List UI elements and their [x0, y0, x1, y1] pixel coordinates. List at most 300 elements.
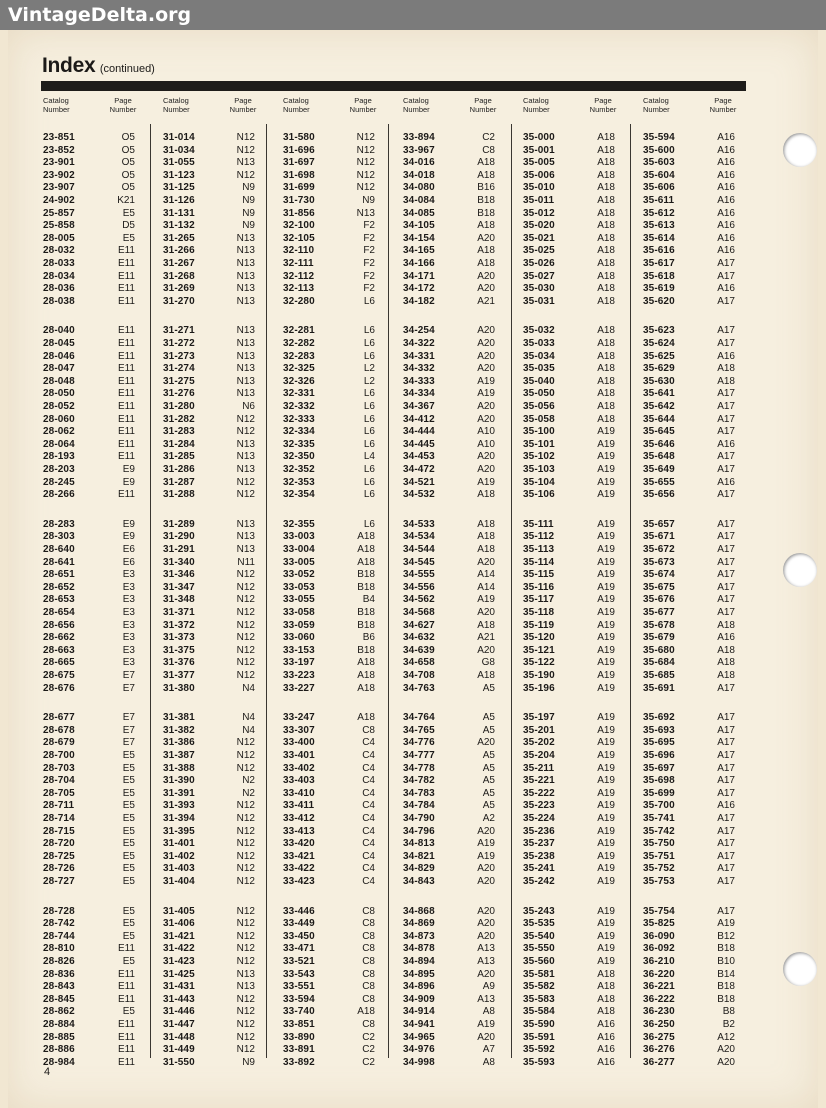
- page-reference: C4: [362, 850, 375, 862]
- page-reference: A17: [717, 388, 735, 400]
- catalog-number: 35-606: [643, 182, 675, 194]
- catalog-number: 28-303: [43, 531, 75, 543]
- catalog-number-header: Catalog Number: [403, 96, 430, 114]
- page-reference: L4: [363, 451, 375, 463]
- catalog-number: 28-245: [43, 476, 75, 488]
- catalog-number: 35-103: [523, 464, 555, 475]
- catalog-number: 35-535: [523, 918, 555, 930]
- page-reference: A16: [717, 232, 735, 244]
- page-reference: L6: [363, 388, 375, 400]
- page-reference: C2: [482, 132, 495, 143]
- catalog-number: 31-730: [283, 195, 315, 206]
- catalog-number: 33-423: [283, 876, 315, 887]
- catalog-number: 28-046: [43, 350, 75, 362]
- catalog-number: 36-250: [643, 1019, 675, 1030]
- catalog-number: 23-852: [43, 144, 75, 156]
- catalog-number: 31-270: [163, 295, 195, 307]
- page-reference: A19: [597, 670, 615, 681]
- catalog-number: 35-700: [643, 800, 675, 812]
- page-reference: A16: [717, 195, 735, 206]
- catalog-number: 35-030: [523, 283, 555, 295]
- page-reference: C4: [362, 737, 375, 749]
- page-reference: E3: [122, 619, 135, 631]
- catalog-number: 35-584: [523, 1006, 555, 1018]
- catalog-number: 32-334: [283, 426, 315, 438]
- catalog-number: 33-446: [283, 905, 315, 917]
- catalog-number: 33-055: [283, 594, 315, 606]
- page-reference: A17: [717, 258, 735, 269]
- catalog-number: 32-352: [283, 464, 315, 475]
- catalog-number: 31-346: [163, 569, 195, 581]
- catalog-number: 31-394: [163, 813, 195, 824]
- catalog-number: 31-284: [163, 438, 195, 450]
- catalog-number: 31-285: [163, 451, 195, 463]
- catalog-number: 35-001: [523, 144, 555, 156]
- page-reference: E3: [122, 657, 135, 669]
- page-reference: E7: [122, 724, 135, 736]
- catalog-number: 28-665: [43, 657, 75, 669]
- catalog-number: 28-725: [43, 850, 75, 862]
- catalog-number: 35-027: [523, 270, 555, 282]
- catalog-number: 35-243: [523, 905, 555, 917]
- page-reference: A20: [477, 607, 495, 618]
- page-reference: N12: [356, 144, 375, 156]
- catalog-number: 36-276: [643, 1044, 675, 1056]
- column-divider: [388, 124, 389, 1058]
- catalog-number: 32-332: [283, 401, 315, 412]
- catalog-number: 28-193: [43, 451, 75, 463]
- page-reference: E5: [122, 956, 135, 967]
- page-reference: N12: [236, 813, 255, 824]
- page-reference: N9: [242, 195, 255, 206]
- page-reference: E11: [117, 325, 135, 337]
- catalog-number: 34-796: [403, 825, 435, 837]
- catalog-number: 35-021: [523, 232, 555, 244]
- catalog-number: 35-012: [523, 207, 555, 219]
- page-reference: G8: [481, 657, 495, 669]
- catalog-number: 28-047: [43, 363, 75, 375]
- catalog-number: 36-275: [643, 1031, 675, 1043]
- page-reference: L6: [363, 464, 375, 475]
- page-reference: A19: [597, 712, 615, 724]
- catalog-number: 35-111: [523, 518, 554, 530]
- page-reference: A17: [717, 775, 735, 787]
- catalog-number: 33-551: [283, 981, 315, 993]
- page-reference: F2: [363, 258, 375, 269]
- catalog-number: 28-283: [43, 518, 75, 530]
- catalog-number: 35-006: [523, 169, 555, 181]
- catalog-number: 34-813: [403, 838, 435, 850]
- page-reference: E11: [117, 943, 135, 955]
- page-reference: A16: [717, 157, 735, 169]
- page-reference: N9: [242, 220, 255, 232]
- catalog-number: 34-171: [403, 270, 435, 282]
- page-reference: O5: [121, 132, 135, 143]
- catalog-number: 31-347: [163, 581, 195, 593]
- page-reference: N2: [242, 787, 255, 799]
- catalog-number: 34-444: [403, 426, 435, 438]
- page-reference: A18: [597, 195, 615, 206]
- catalog-number-header: Catalog Number: [43, 96, 70, 114]
- page-reference: A17: [717, 813, 735, 824]
- page-reference: A5: [482, 762, 495, 774]
- page-reference: A16: [717, 476, 735, 488]
- catalog-number: 36-221: [643, 981, 675, 993]
- page-number: 4: [44, 1066, 51, 1078]
- catalog-number: 28-005: [43, 232, 75, 244]
- catalog-number: 33-402: [283, 762, 315, 774]
- page-reference: A17: [717, 594, 735, 606]
- page-number-header: Page Number: [589, 96, 617, 114]
- page-number-header: Page Number: [349, 96, 377, 114]
- catalog-number: 34-534: [403, 531, 435, 543]
- catalog-number: 35-032: [523, 325, 555, 337]
- page-reference: A18: [357, 1006, 375, 1018]
- page-reference: E11: [117, 426, 135, 438]
- page-reference: A18: [357, 712, 375, 724]
- page-reference: E11: [117, 350, 135, 362]
- catalog-number: 34-821: [403, 850, 435, 862]
- page-reference: A19: [597, 619, 615, 631]
- column-divider: [630, 124, 631, 1058]
- page-reference: A17: [717, 581, 735, 593]
- page-reference: F2: [363, 232, 375, 244]
- catalog-number: 32-283: [283, 350, 315, 362]
- page-reference: A19: [477, 594, 495, 606]
- catalog-number: 32-282: [283, 338, 315, 349]
- catalog-number: 28-845: [43, 993, 75, 1005]
- catalog-number: 32-350: [283, 451, 315, 463]
- catalog-number: 34-084: [403, 195, 435, 206]
- catalog-number: 35-742: [643, 825, 675, 837]
- catalog-number-header: Catalog Number: [523, 96, 550, 114]
- catalog-number: 35-100: [523, 426, 555, 438]
- catalog-number: 35-120: [523, 632, 555, 644]
- page-reference: A10: [477, 426, 495, 438]
- page-reference: A16: [717, 169, 735, 181]
- catalog-number: 33-891: [283, 1044, 315, 1056]
- catalog-number: 34-334: [403, 388, 435, 400]
- catalog-number: 34-765: [403, 724, 435, 736]
- catalog-number: 35-011: [523, 195, 555, 206]
- catalog-number: 35-751: [643, 850, 675, 862]
- catalog-number: 31-388: [163, 762, 195, 774]
- page-reference: A18: [477, 544, 495, 555]
- page-reference: A17: [717, 295, 735, 307]
- page-reference: E3: [122, 632, 135, 644]
- page-reference: N12: [236, 943, 255, 955]
- page-reference: L6: [363, 350, 375, 362]
- catalog-number: 35-644: [643, 413, 675, 425]
- catalog-number: 34-783: [403, 787, 435, 799]
- index-heading: [42, 54, 155, 78]
- catalog-number: 34-869: [403, 918, 435, 930]
- page-number-header: Page Number: [709, 96, 737, 114]
- catalog-number: 34-790: [403, 813, 435, 824]
- page-reference: A18: [357, 531, 375, 543]
- page-reference: N12: [236, 632, 255, 644]
- catalog-number: 31-580: [283, 132, 315, 143]
- catalog-number: 28-662: [43, 632, 75, 644]
- catalog-number: 35-223: [523, 800, 555, 812]
- page-reference: C8: [362, 724, 375, 736]
- catalog-number: 33-400: [283, 737, 315, 749]
- page-reference: E6: [122, 556, 135, 568]
- catalog-number: 35-116: [523, 581, 555, 593]
- catalog-number: 35-238: [523, 850, 555, 862]
- page-reference: E5: [122, 775, 135, 787]
- binder-hole-top: [783, 133, 817, 167]
- page-reference: A17: [717, 489, 735, 501]
- catalog-number: 35-033: [523, 338, 555, 349]
- catalog-number: 32-113: [283, 283, 315, 295]
- catalog-number: 31-422: [163, 943, 195, 955]
- catalog-number: 35-113: [523, 544, 555, 555]
- catalog-number-header: Catalog Number: [283, 96, 310, 114]
- page-reference: N12: [236, 132, 255, 143]
- page-reference: B18: [357, 581, 375, 593]
- catalog-number: 28-884: [43, 1019, 75, 1030]
- catalog-number: 32-354: [283, 489, 315, 501]
- page-reference: N12: [236, 489, 255, 501]
- page-reference: B10: [717, 956, 735, 967]
- page-reference: A19: [597, 556, 615, 568]
- page-reference: A17: [717, 325, 735, 337]
- catalog-number: 32-100: [283, 220, 315, 232]
- page-reference: A18: [477, 518, 495, 530]
- catalog-number: 35-237: [523, 838, 555, 850]
- catalog-number: 31-125: [163, 182, 195, 194]
- page-reference: C4: [362, 800, 375, 812]
- page-reference: A17: [717, 451, 735, 463]
- page-reference: B4: [362, 594, 375, 606]
- catalog-number: 31-373: [163, 632, 195, 644]
- catalog-number: 35-625: [643, 350, 675, 362]
- catalog-number: 33-153: [283, 644, 315, 656]
- page-reference: A19: [597, 451, 615, 463]
- catalog-number: 28-040: [43, 325, 75, 337]
- page-reference: A18: [597, 220, 615, 232]
- page-reference: C8: [362, 930, 375, 942]
- page-reference: N12: [236, 993, 255, 1005]
- page-reference: A19: [597, 607, 615, 618]
- catalog-number: 34-555: [403, 569, 435, 581]
- page-reference: N13: [236, 245, 255, 257]
- page-reference: N12: [236, 670, 255, 681]
- catalog-number: 35-583: [523, 993, 555, 1005]
- page-reference: C8: [362, 1019, 375, 1030]
- page-reference: A18: [597, 968, 615, 980]
- catalog-number: 35-754: [643, 905, 675, 917]
- page-reference: A19: [597, 905, 615, 917]
- page-reference: E11: [117, 1031, 135, 1043]
- catalog-number: 34-562: [403, 594, 435, 606]
- page-reference: N13: [236, 531, 255, 543]
- page-reference: L2: [363, 363, 375, 375]
- catalog-number: 33-197: [283, 657, 315, 669]
- page-reference: E5: [122, 800, 135, 812]
- catalog-number: 31-291: [163, 544, 195, 555]
- catalog-number: 28-050: [43, 388, 75, 400]
- page-reference: C4: [362, 863, 375, 875]
- page-reference: A20: [477, 825, 495, 837]
- catalog-number: 28-715: [43, 825, 75, 837]
- catalog-number: 35-010: [523, 182, 555, 194]
- page-reference: C2: [362, 1044, 375, 1056]
- page-reference: A18: [597, 245, 615, 257]
- catalog-number: 31-131: [163, 207, 195, 219]
- page-reference: N13: [236, 270, 255, 282]
- page-reference: N9: [242, 182, 255, 194]
- catalog-number: 34-708: [403, 670, 435, 681]
- catalog-number: 34-545: [403, 556, 435, 568]
- catalog-number: 35-221: [523, 775, 555, 787]
- page-reference: N13: [236, 363, 255, 375]
- page-reference: A20: [717, 1044, 735, 1056]
- catalog-number: 28-062: [43, 426, 75, 438]
- catalog-number: 36-220: [643, 968, 675, 980]
- page-reference: A19: [597, 594, 615, 606]
- page-reference: O5: [121, 144, 135, 156]
- page-reference: A18: [597, 375, 615, 387]
- catalog-number: 34-632: [403, 632, 435, 644]
- catalog-number: 33-004: [283, 544, 315, 555]
- page-reference: N12: [356, 182, 375, 194]
- catalog-number: 35-211: [523, 762, 555, 774]
- page-reference: A19: [597, 863, 615, 875]
- catalog-number: 28-034: [43, 270, 75, 282]
- page-reference: E5: [122, 905, 135, 917]
- page-reference: N12: [236, 607, 255, 618]
- catalog-number: 28-711: [43, 800, 75, 812]
- catalog-number: 35-034: [523, 350, 555, 362]
- catalog-number: 35-020: [523, 220, 555, 232]
- page-reference: N13: [236, 325, 255, 337]
- catalog-number: 35-026: [523, 258, 555, 269]
- catalog-number: 34-965: [403, 1031, 435, 1043]
- catalog-number: 34-878: [403, 943, 435, 955]
- catalog-number: 34-165: [403, 245, 435, 257]
- catalog-number: 32-353: [283, 476, 315, 488]
- page-reference: N12: [236, 594, 255, 606]
- catalog-number: 31-265: [163, 232, 195, 244]
- page-reference: E7: [122, 712, 135, 724]
- catalog-number: 28-048: [43, 375, 75, 387]
- page-reference: E5: [122, 813, 135, 824]
- catalog-number: 35-031: [523, 295, 555, 307]
- column-divider: [150, 124, 151, 1058]
- page-reference: F2: [363, 220, 375, 232]
- page-reference: A20: [477, 918, 495, 930]
- page-reference: L6: [363, 338, 375, 349]
- page-reference: E5: [122, 750, 135, 761]
- page-reference: C4: [362, 825, 375, 837]
- catalog-number: 35-112: [523, 531, 555, 543]
- catalog-number: 33-052: [283, 569, 315, 581]
- catalog-number-header: Catalog Number: [163, 96, 190, 114]
- catalog-number: 36-222: [643, 993, 675, 1005]
- catalog-number: 34-873: [403, 930, 435, 942]
- title-rule: [41, 81, 746, 91]
- page-reference: A18: [717, 619, 735, 631]
- catalog-number: 35-671: [643, 531, 675, 543]
- page-reference: A20: [477, 232, 495, 244]
- page-reference: A19: [597, 632, 615, 644]
- page-reference: N13: [236, 464, 255, 475]
- catalog-number: 34-367: [403, 401, 435, 412]
- page-reference: A18: [597, 388, 615, 400]
- page-reference: N12: [236, 1006, 255, 1018]
- catalog-number: 35-581: [523, 968, 555, 980]
- catalog-number: 36-092: [643, 943, 675, 955]
- page-reference: C8: [362, 956, 375, 967]
- page-reference: A16: [597, 1019, 615, 1030]
- page-reference: A18: [597, 295, 615, 307]
- catalog-number: 31-287: [163, 476, 195, 488]
- catalog-number: 34-868: [403, 905, 435, 917]
- page-reference: A18: [477, 670, 495, 681]
- catalog-number: 31-390: [163, 775, 195, 787]
- catalog-number: 28-052: [43, 401, 75, 412]
- catalog-number: 34-763: [403, 682, 435, 694]
- page-reference: A19: [477, 1019, 495, 1030]
- page-reference: A19: [597, 569, 615, 581]
- page-reference: A18: [597, 182, 615, 194]
- catalog-number: 31-696: [283, 144, 315, 156]
- catalog-number: 28-677: [43, 712, 75, 724]
- page-reference: A19: [597, 464, 615, 475]
- catalog-number: 34-896: [403, 981, 435, 993]
- catalog-number: 28-651: [43, 569, 75, 581]
- catalog-number: 36-277: [643, 1056, 675, 1068]
- catalog-number: 34-764: [403, 712, 435, 724]
- catalog-number: 33-594: [283, 993, 315, 1005]
- page-reference: A17: [717, 838, 735, 850]
- catalog-number: 33-227: [283, 682, 315, 694]
- page-reference: A20: [477, 1031, 495, 1043]
- page-reference: A18: [477, 220, 495, 232]
- page-reference: A5: [482, 712, 495, 724]
- page-reference: E11: [117, 489, 135, 501]
- page-reference: N13: [236, 518, 255, 530]
- catalog-number: 34-445: [403, 438, 435, 450]
- catalog-number: 34-333: [403, 375, 435, 387]
- page-reference: E11: [117, 1044, 135, 1056]
- catalog-number: 35-201: [523, 724, 555, 736]
- page-reference: N13: [236, 283, 255, 295]
- page-reference: L6: [363, 438, 375, 450]
- page-reference: A17: [717, 724, 735, 736]
- catalog-number: 35-617: [643, 258, 675, 269]
- page-reference: A18: [597, 1006, 615, 1018]
- page-reference: E3: [122, 607, 135, 618]
- catalog-number: 31-406: [163, 918, 195, 930]
- catalog-number: 28-984: [43, 1056, 75, 1068]
- catalog-number: 31-288: [163, 489, 195, 501]
- catalog-number: 35-672: [643, 544, 675, 555]
- page-reference: N12: [236, 930, 255, 942]
- catalog-number: 28-720: [43, 838, 75, 850]
- catalog-number: 35-222: [523, 787, 555, 799]
- catalog-number: 33-471: [283, 943, 315, 955]
- catalog-number: 35-620: [643, 295, 675, 307]
- catalog-number: 28-744: [43, 930, 75, 942]
- catalog-number: 31-034: [163, 144, 195, 156]
- catalog-number: 35-121: [523, 644, 555, 656]
- page-reference: A19: [477, 476, 495, 488]
- page-reference: A20: [477, 413, 495, 425]
- catalog-number: 23-907: [43, 182, 75, 194]
